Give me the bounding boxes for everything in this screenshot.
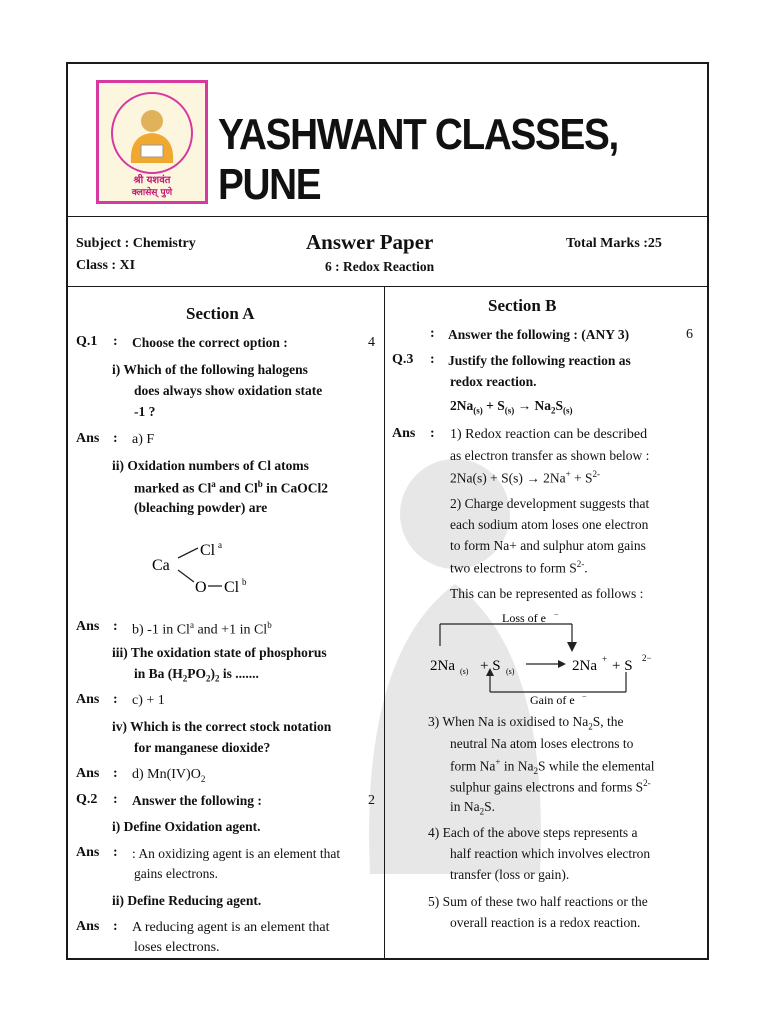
q3-equation: $2Na_{(s)} + S_{(s)} \to Na_2S_{(s)}$ [450,398,573,416]
p4-line3: transfer (loss or gain). [450,867,570,882]
electron-transfer-diagram [426,612,666,704]
section-a-heading: Section A [186,304,255,323]
a2-i-line1: : An oxidizing agent is an element that [132,846,341,861]
svg-text:क्लासेस् पुणे: क्लासेस् पुणे [131,188,173,198]
p3-line3: form Na+ in $Na_2S$ while the elemental [450,757,655,777]
brand-title: YASHWANT CLASSES, PUNE [218,110,618,209]
p4-line2: half reaction which involves electron [450,846,651,861]
colon: : [430,326,435,341]
rhs-s: + S [612,658,633,674]
q1-i-line3: -1 ? [134,404,156,419]
ans-label: Ans [76,919,100,934]
q2-i-text: i) Define Oxidation agent. [112,819,261,834]
rhs-s-sup: 2− [642,653,652,663]
colon: : [113,919,118,934]
p3-line1: 3) When Na is oxidised to $Na_2S$, the [428,714,624,732]
ans-label: Ans [392,426,416,441]
rhs-na: 2Na [572,658,597,674]
q1-ii-line1: ii) Oxidation numbers of Cl atoms [112,458,309,473]
loss-label: Loss of e [502,612,546,625]
p2-tail: This can be represented as follows : [450,586,644,601]
lhs-na-sub: (s) [460,667,469,676]
divider [68,216,707,217]
p3-line2: neutral Na atom loses electrons to [450,736,634,751]
a2-ii-line2: loses electrons. [134,940,220,955]
logo [96,80,208,204]
p1-line1: 1) Redox reaction can be described [450,427,648,442]
ans-label: Ans [76,619,100,634]
lhs-na: 2Na [430,658,455,674]
q1-iii-line2: in Ba $(H_2PO_2)_2$ is ....... [134,666,259,684]
ans-label: Ans [76,431,100,446]
section-b-marks: 6 [686,327,693,342]
gain-sup: − [582,692,587,701]
p3-line5: in $Na_2S$. [450,799,496,817]
p2-line3: to form Na+ and sulphur atom gains [450,538,646,553]
subject-label: Subject : Chemistry [76,236,196,251]
q3-line1: Justify the following reaction as [448,353,631,368]
q1-marks: 4 [368,335,375,350]
section-b-intro: Answer the following : (ANY 3) [448,327,630,342]
colon: : [113,845,118,860]
colon: : [430,352,435,367]
rhs-na-sup: + [602,654,608,664]
p1-line2: as electron transfer as shown below : [450,448,650,463]
p5-line2: overall reaction is a redox reaction. [450,915,641,930]
lhs-s: + S [480,658,501,674]
q2-marks: 2 [368,793,375,808]
q1-text: Choose the correct option : [132,335,288,350]
page-frame [66,62,709,960]
ca: Ca [152,557,170,574]
chapter-label: 6 : Redox Reaction [325,259,435,274]
a1-ii-text: b) -1 in Cl$^a$ and +1 in Cl$^b$ [132,620,272,638]
total-marks: Total Marks :25 [566,236,662,251]
paper-title: Answer Paper [306,230,434,254]
p3-line4: sulphur gains electrons and forms $S^{2-}$ [450,778,651,795]
q1-number: Q.1 [76,334,98,349]
caocl2-structure [150,538,290,602]
q3-line2: redox reaction. [450,374,537,389]
cl-a: Cl [200,542,216,559]
class-label: Class : XI [76,258,136,273]
divider [68,286,707,287]
cl-b: Cl [224,579,240,596]
a2-i-line2: gains electrons. [134,866,218,881]
lhs-s-sub: (s) [506,667,515,676]
sup-a: a [218,540,222,550]
q1-iii-line1: iii) The oxidation state of phosphorus [112,645,327,660]
q2-number: Q.2 [76,792,98,807]
colon: : [113,431,118,446]
colon: : [113,792,118,807]
p1-equation: $2Na(s) + S(s) \to 2Na^+ + S^{2-}$ [450,469,601,486]
q3-number: Q.3 [392,352,414,367]
p2-line1: 2) Charge development suggests that [450,496,650,511]
colon: : [113,692,118,707]
colon: : [430,426,435,441]
q2-text: Answer the following : [132,793,262,808]
a1-iii-text: c) + 1 [132,693,165,708]
p2-line4: two electrons to form $S^{2-}$. [450,559,588,576]
q1-i-line2: does always show oxidation state [134,383,323,398]
o: O [195,579,207,596]
a2-ii-line1: A reducing agent is an element that [132,920,330,935]
column-divider [384,286,385,958]
q1-i-line1: i) Which of the following halogens [112,362,308,377]
colon: : [113,619,118,634]
sup-b: b [242,577,247,587]
p4-line1: 4) Each of the above steps represents a [428,825,638,840]
colon: : [113,766,118,781]
a1-i-text: a) F [132,432,155,447]
p2-line2: each sodium atom loses one electron [450,517,649,532]
ans-label: Ans [76,845,100,860]
q1-ii-line2: marked as Cl$^a$ and Cl$^b$ in CaOCl2 [134,479,329,496]
section-b-heading: Section B [488,296,557,315]
ans-label: Ans [76,766,100,781]
q1-iv-line1: iv) Which is the correct stock notation [112,719,332,734]
q1-iv-line2: for manganese dioxide? [134,740,271,755]
svg-text:श्री यशवंत: श्री यशवंत [133,175,171,186]
q1-ii-line3: (bleaching powder) are [134,500,268,515]
ans-label: Ans [76,692,100,707]
loss-sup: − [554,612,559,619]
gain-label: Gain of e [530,693,575,704]
p5-line1: 5) Sum of these two half reactions or the [428,894,648,909]
a1-iv-text: d) $Mn(IV)O_2$ [132,767,206,784]
q2-ii-text: ii) Define Reducing agent. [112,893,262,908]
colon: : [113,334,118,349]
